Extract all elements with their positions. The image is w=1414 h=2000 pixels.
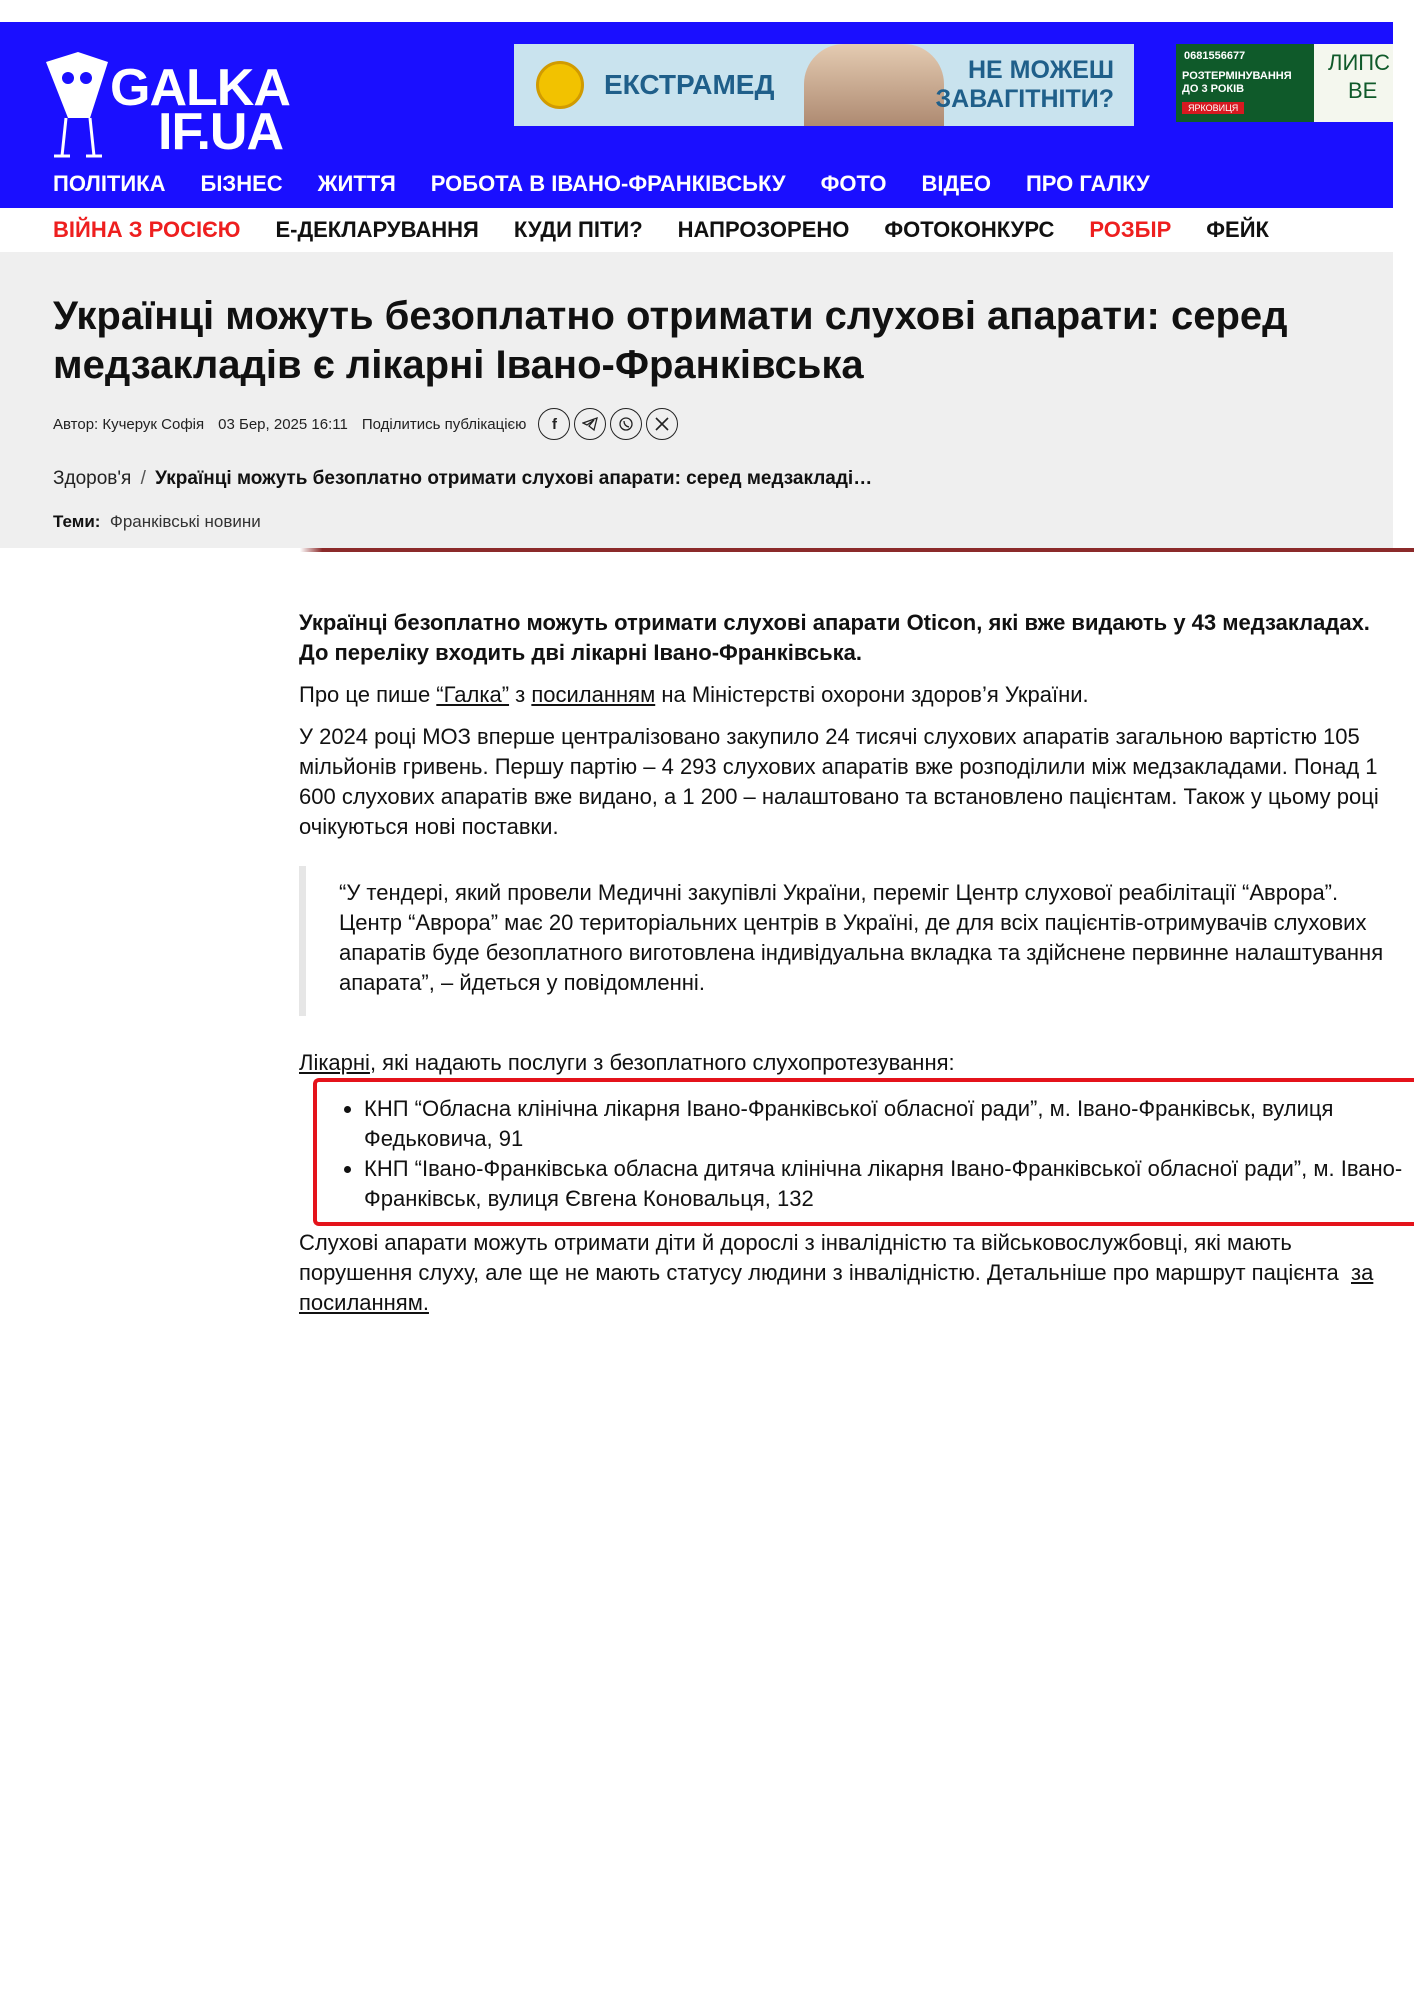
ad-phone: 0681556677	[1184, 50, 1246, 62]
hospitals-list	[344, 1094, 1414, 1214]
ad-right-panel	[1314, 44, 1393, 122]
ad-word2: ВЕ	[1348, 78, 1378, 103]
ad-slogan-line1: НЕ МОЖЕШ	[967, 56, 1114, 84]
ad-word1: ЛИПС	[1328, 50, 1390, 75]
theme-tag[interactable]: Франківські новини	[109, 512, 261, 531]
telegram-icon[interactable]	[574, 408, 606, 440]
ad-tag: ЯРКОВИЦЯ	[1182, 102, 1244, 114]
p1-text-mid: з	[509, 682, 532, 707]
article-paragraph: У 2024 році МОЗ вперше централізовано закупило 24 тисячі слухових апаратів загальною вартістю 105 мільйонів гривень. Першу партію – 4 293 слухових апаратів вже розподілили між медзакладами. Понад 1 600 слухових апаратів вже видано, а 1 200 – налаштовано та встановлено пацієнтам. Також у цьому році очікуються нові поставки.	[299, 724, 1379, 839]
p1-text-start: Про це пише	[299, 682, 437, 707]
subnav-analysis[interactable]: РОЗБІР	[1089, 217, 1172, 242]
ad-slogan	[914, 56, 1114, 114]
ad-banner-yarkovytsia[interactable]	[1176, 44, 1393, 122]
facebook-icon[interactable]: f	[538, 408, 570, 440]
galka-link[interactable]: “Галка”	[436, 682, 510, 707]
article-author[interactable]: Автор: Кучерук Софія	[53, 415, 205, 433]
article-meta	[53, 406, 678, 442]
source-link[interactable]: посиланням	[531, 682, 656, 707]
site-logo[interactable]	[38, 44, 298, 164]
nav-politics[interactable]: ПОЛІТИКА	[53, 171, 166, 196]
ad-slogan-line2: ЗАВАГІТНІТИ?	[935, 85, 1114, 113]
subnav-fake[interactable]: ФЕЙК	[1206, 217, 1269, 242]
subnav-transparency[interactable]: НАПРОЗОРЕНО	[677, 217, 850, 242]
breadcrumb-separator: /	[140, 468, 146, 489]
viber-icon[interactable]	[610, 408, 642, 440]
x-icon[interactable]	[646, 408, 678, 440]
ad-brand: ЕКСТРАМЕД	[604, 69, 775, 100]
share-icons	[538, 408, 678, 440]
subnav-e-declaration[interactable]: Е-ДЕКЛАРУВАННЯ	[275, 217, 479, 242]
article-image-edge	[300, 548, 1414, 552]
hospitals-link[interactable]: Лікарні	[299, 1050, 370, 1075]
extramed-logo-icon	[536, 61, 584, 109]
article-final-paragraph	[299, 1228, 1399, 1318]
share-label: Поділитись публікацією	[361, 415, 527, 433]
nav-about[interactable]: ПРО ГАЛКУ	[1025, 171, 1150, 196]
p1-text-end: на Міністерстві охорони здоров’я України.	[655, 682, 1089, 707]
bird-mascot-icon	[38, 44, 118, 164]
article-date: 03 Бер, 2025 16:11	[218, 415, 348, 433]
nav-video[interactable]: ВІДЕО	[921, 171, 991, 196]
article-quote: “У тендері, який провели Медичні закупівлі України, переміг Центр слухової реабілітації “Аврора”. Центр “Аврора” має 20 територіальних центрів в Україні, де для всіх пацієнтів-отримувачів слухових апаратів буде безоплатного виготовлена індивідуальна вкладка та здійснене первинне налаштування апарата”, – йдеться у повідомленні.	[299, 866, 1399, 1016]
final-text: Слухові апарати можуть отримати діти й дорослі з інвалідністю та військовослужбовці, які мають порушення слуху, але ще не мають статусу людини з інвалідністю. Детальніше про маршрут пацієнта	[299, 1230, 1345, 1285]
list-item: • КНП “Обласна клінічна лікарня Івано-Франківської обласної ради”, м. Івано-Франківськ, вулиця Федьковича, 91	[364, 1094, 1414, 1154]
nav-photo[interactable]: ФОТО	[820, 171, 887, 196]
subnav-where-to-go[interactable]: КУДИ ПІТИ?	[513, 217, 643, 242]
nav-jobs[interactable]: РОБОТА В ІВАНО-ФРАНКІВСЬКУ	[430, 171, 786, 196]
nav-business[interactable]: БІЗНЕС	[200, 171, 283, 196]
article-source-paragraph	[299, 680, 1399, 710]
article-title: Українці можуть безоплатно отримати слухові апарати: серед медзакладів є лікарні Івано-Франківська	[53, 294, 1288, 387]
ad-banner-extramed[interactable]	[514, 44, 1134, 126]
nav-life[interactable]: ЖИТТЯ	[317, 171, 396, 196]
ad-text-line1: РОЗТЕРМІНУВАННЯ	[1182, 70, 1292, 82]
logo-text-line1: GALKA	[110, 59, 290, 117]
hospitals-intro-text: , які надають послуги з безоплатного слухопротезування:	[369, 1050, 955, 1075]
ad-text	[1182, 70, 1292, 96]
hospitals-intro	[299, 1048, 955, 1078]
sub-nav	[0, 208, 1393, 252]
article-body	[299, 608, 1399, 842]
article-themes	[53, 512, 261, 532]
breadcrumb-section[interactable]: Здоров'я	[53, 468, 132, 489]
logo-text-line2: IF.UA	[158, 103, 283, 161]
subnav-photo-contest[interactable]: ФОТОКОНКУРС	[884, 217, 1055, 242]
main-nav	[53, 170, 1185, 198]
ad-text-line2: ДО 3 РОКІВ	[1182, 83, 1245, 95]
themes-label: Теми:	[53, 512, 101, 531]
breadcrumb-current: Українці можуть безоплатно отримати слухові апарати: серед медзакладі…	[155, 468, 873, 489]
subnav-war[interactable]: ВІЙНА З РОСІЄЮ	[53, 217, 241, 242]
patient-route-link[interactable]: за посиланням.	[299, 1260, 1374, 1315]
list-item: • КНП “Івано-Франківська обласна дитяча клінічна лікарня Івано-Франківської обласної ради”, м. Івано-Франківськ, вулиця Євгена Коновальця, 132	[364, 1154, 1414, 1214]
article-lead: Українці безоплатно можуть отримати слухові апарати Oticon, які вже видають у 43 медзакладах. До переліку входить дві лікарні Івано-Франківська.	[299, 610, 1370, 665]
breadcrumb	[53, 468, 872, 490]
